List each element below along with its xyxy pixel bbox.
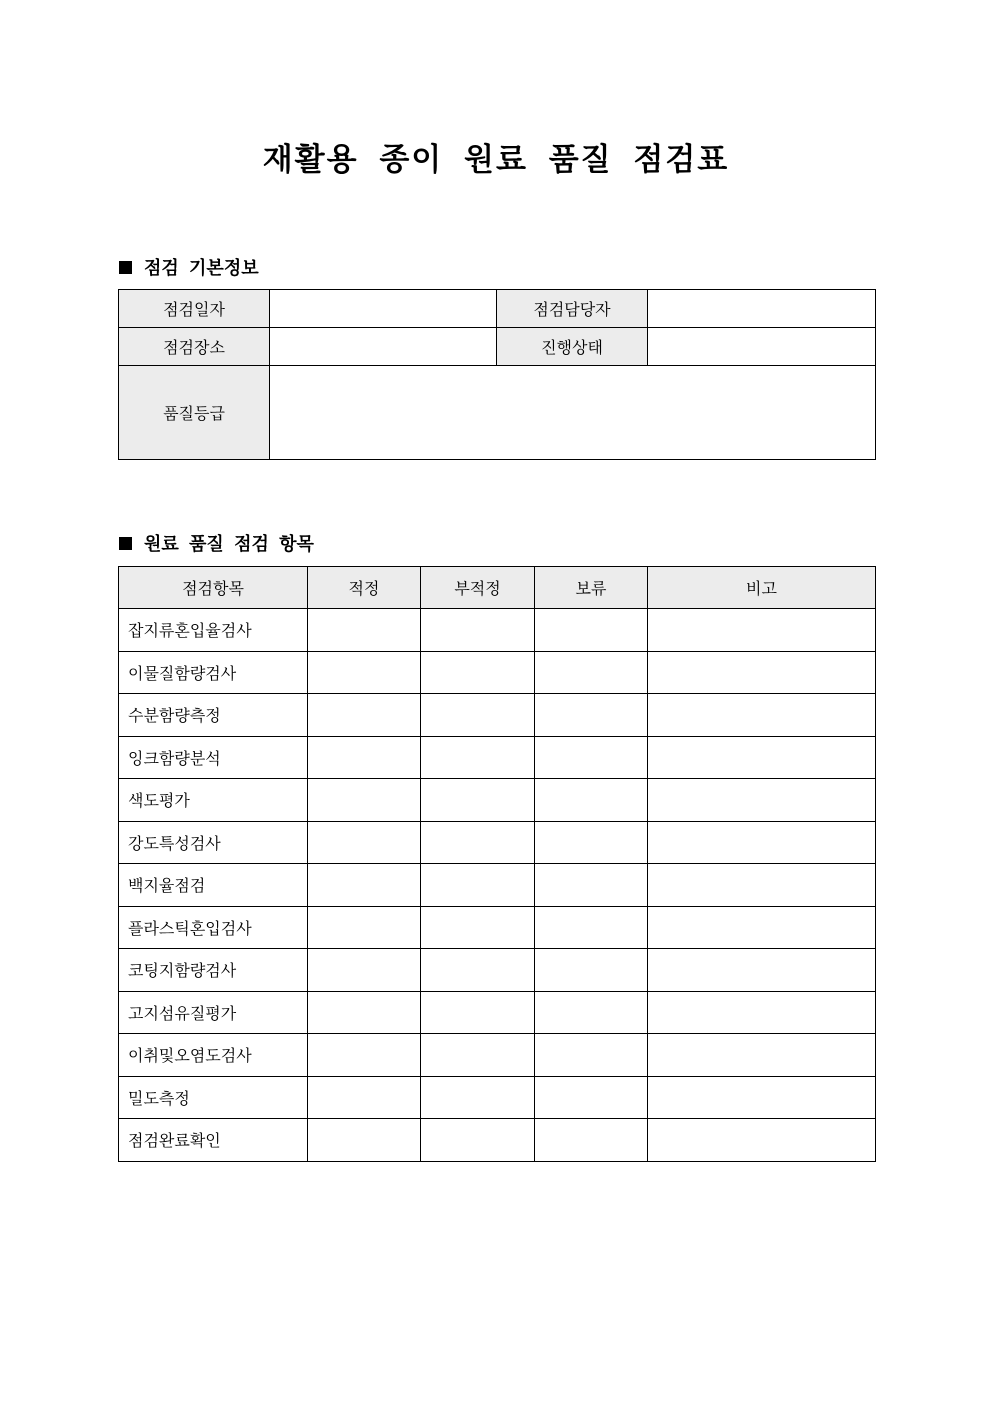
section-label: 원료 품질 점검 항목 (144, 534, 314, 555)
label-date: 점검일자 (119, 290, 270, 328)
pass-cell[interactable] (308, 694, 421, 737)
table-row (119, 1119, 876, 1162)
table-row (119, 609, 876, 652)
table-row (119, 821, 876, 864)
pass-cell[interactable] (308, 906, 421, 949)
table-row (119, 651, 876, 694)
label-grade: 품질등급 (119, 366, 270, 460)
fail-cell[interactable] (421, 1119, 535, 1162)
table-row (119, 1076, 876, 1119)
square-bullet-icon (119, 261, 132, 274)
remarks-cell[interactable] (648, 1119, 876, 1162)
hold-cell[interactable] (535, 1119, 648, 1162)
label-location: 점검장소 (119, 328, 270, 366)
page-title: 재활용 종이 원료 품질 점검표 (262, 142, 730, 178)
remarks-cell[interactable] (648, 609, 876, 652)
hold-cell[interactable] (535, 1034, 648, 1077)
table-row (119, 1034, 876, 1077)
hold-cell[interactable] (535, 694, 648, 737)
location-field[interactable] (270, 328, 497, 366)
hold-cell[interactable] (535, 864, 648, 907)
pass-cell[interactable] (308, 1076, 421, 1119)
fail-cell[interactable] (421, 609, 535, 652)
fail-cell[interactable] (421, 949, 535, 992)
check-item-label: 코팅지함량검사 (119, 949, 308, 992)
col-header-pass: 적정 (308, 567, 421, 609)
fail-cell[interactable] (421, 651, 535, 694)
pass-cell[interactable] (308, 609, 421, 652)
status-field[interactable] (648, 328, 876, 366)
pass-cell[interactable] (308, 736, 421, 779)
square-bullet-icon (119, 537, 132, 550)
check-item-label: 백지율점검 (119, 864, 308, 907)
fail-cell[interactable] (421, 991, 535, 1034)
grade-field[interactable] (270, 366, 876, 460)
table-row (119, 864, 876, 907)
check-item-label: 밀도측정 (119, 1076, 308, 1119)
check-item-label: 수분함량측정 (119, 694, 308, 737)
pass-cell[interactable] (308, 991, 421, 1034)
hold-cell[interactable] (535, 736, 648, 779)
table-row (119, 779, 876, 822)
col-header-fail: 부적정 (421, 567, 535, 609)
hold-cell[interactable] (535, 949, 648, 992)
check-item-label: 이물질함량검사 (119, 651, 308, 694)
hold-cell[interactable] (535, 821, 648, 864)
pass-cell[interactable] (308, 949, 421, 992)
pass-cell[interactable] (308, 1034, 421, 1077)
remarks-cell[interactable] (648, 779, 876, 822)
fail-cell[interactable] (421, 864, 535, 907)
table-row (119, 991, 876, 1034)
check-item-label: 고지섬유질평가 (119, 991, 308, 1034)
remarks-cell[interactable] (648, 864, 876, 907)
check-item-label: 이취및오염도검사 (119, 1034, 308, 1077)
section-label: 점검 기본정보 (144, 258, 259, 279)
fail-cell[interactable] (421, 736, 535, 779)
hold-cell[interactable] (535, 651, 648, 694)
section-check-items-heading (119, 530, 314, 556)
pass-cell[interactable] (308, 821, 421, 864)
remarks-cell[interactable] (648, 1034, 876, 1077)
hold-cell[interactable] (535, 906, 648, 949)
fail-cell[interactable] (421, 1076, 535, 1119)
check-item-label: 점검완료확인 (119, 1119, 308, 1162)
date-field[interactable] (270, 290, 497, 328)
remarks-cell[interactable] (648, 906, 876, 949)
fail-cell[interactable] (421, 1034, 535, 1077)
manager-field[interactable] (648, 290, 876, 328)
table-row (119, 694, 876, 737)
col-header-hold: 보류 (535, 567, 648, 609)
fail-cell[interactable] (421, 821, 535, 864)
hold-cell[interactable] (535, 609, 648, 652)
label-manager: 점검담당자 (497, 290, 648, 328)
pass-cell[interactable] (308, 651, 421, 694)
check-item-label: 잡지류혼입율검사 (119, 609, 308, 652)
col-header-item: 점검항목 (119, 567, 308, 609)
remarks-cell[interactable] (648, 821, 876, 864)
remarks-cell[interactable] (648, 694, 876, 737)
fail-cell[interactable] (421, 694, 535, 737)
pass-cell[interactable] (308, 1119, 421, 1162)
check-item-label: 잉크함량분석 (119, 736, 308, 779)
check-item-label: 강도특성검사 (119, 821, 308, 864)
remarks-cell[interactable] (648, 651, 876, 694)
hold-cell[interactable] (535, 1076, 648, 1119)
section-basic-info-heading (119, 254, 259, 280)
table-row (119, 736, 876, 779)
label-status: 진행상태 (497, 328, 648, 366)
fail-cell[interactable] (421, 906, 535, 949)
table-row (119, 949, 876, 992)
col-header-remarks: 비고 (648, 567, 876, 609)
pass-cell[interactable] (308, 864, 421, 907)
basic-info-table (118, 289, 876, 460)
table-row (119, 906, 876, 949)
check-item-label: 색도평가 (119, 779, 308, 822)
check-item-label: 플라스틱혼입검사 (119, 906, 308, 949)
hold-cell[interactable] (535, 991, 648, 1034)
hold-cell[interactable] (535, 779, 648, 822)
fail-cell[interactable] (421, 779, 535, 822)
remarks-cell[interactable] (648, 991, 876, 1034)
pass-cell[interactable] (308, 779, 421, 822)
remarks-cell[interactable] (648, 949, 876, 992)
remarks-cell[interactable] (648, 1076, 876, 1119)
remarks-cell[interactable] (648, 736, 876, 779)
check-items-table (118, 566, 876, 1162)
